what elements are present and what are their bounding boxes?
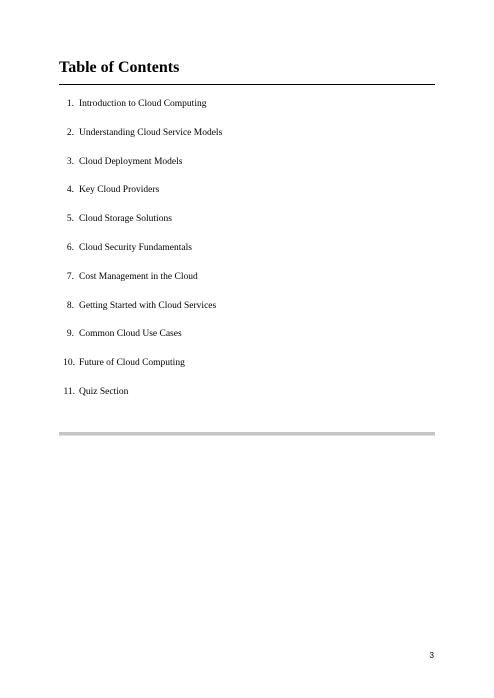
toc-item-number: 1. xyxy=(66,99,74,109)
toc-item xyxy=(59,183,435,212)
toc-item-label: Common Cloud Use Cases xyxy=(79,329,182,340)
toc-item-label: Cost Management in the Cloud xyxy=(79,271,198,282)
toc-item-label: Key Cloud Providers xyxy=(79,185,160,196)
toc-item-label: Understanding Cloud Service Models xyxy=(79,127,223,138)
page-number: 3 xyxy=(429,651,434,660)
toc-item-number: 11. xyxy=(63,386,75,397)
toc-item-number: 10. xyxy=(63,358,75,369)
table-of-contents xyxy=(59,97,435,414)
toc-item xyxy=(59,356,435,385)
toc-item-label: Cloud Storage Solutions xyxy=(79,214,172,225)
toc-item-number: 2. xyxy=(66,127,74,138)
toc-item-number: 8. xyxy=(66,300,74,311)
toc-item-label: Getting Started with Cloud Services xyxy=(79,300,217,311)
toc-item xyxy=(59,299,435,328)
section-divider xyxy=(59,432,435,436)
toc-item-label: Future of Cloud Computing xyxy=(79,358,185,369)
toc-item-number: 5. xyxy=(66,214,74,225)
toc-item-number: 9. xyxy=(66,329,74,340)
toc-item-number: 3. xyxy=(66,156,74,167)
toc-item xyxy=(59,126,435,155)
toc-item xyxy=(59,241,435,270)
toc-item xyxy=(59,212,435,241)
toc-item-number: 6. xyxy=(66,242,74,253)
toc-item xyxy=(59,385,435,414)
toc-item xyxy=(59,327,435,356)
toc-item xyxy=(59,97,435,126)
toc-item-label: Introduction to Cloud Computing xyxy=(79,99,207,109)
toc-item-label: Cloud Deployment Models xyxy=(79,156,183,167)
toc-item-number: 4. xyxy=(66,185,74,196)
toc-item xyxy=(59,270,435,299)
toc-item-number: 7. xyxy=(66,271,74,282)
toc-item-label: Quiz Section xyxy=(79,386,129,397)
page-title: Table of Contents xyxy=(59,59,180,76)
toc-item-label: Cloud Security Fundamentals xyxy=(79,242,192,253)
title-divider xyxy=(59,84,435,85)
toc-item xyxy=(59,155,435,184)
